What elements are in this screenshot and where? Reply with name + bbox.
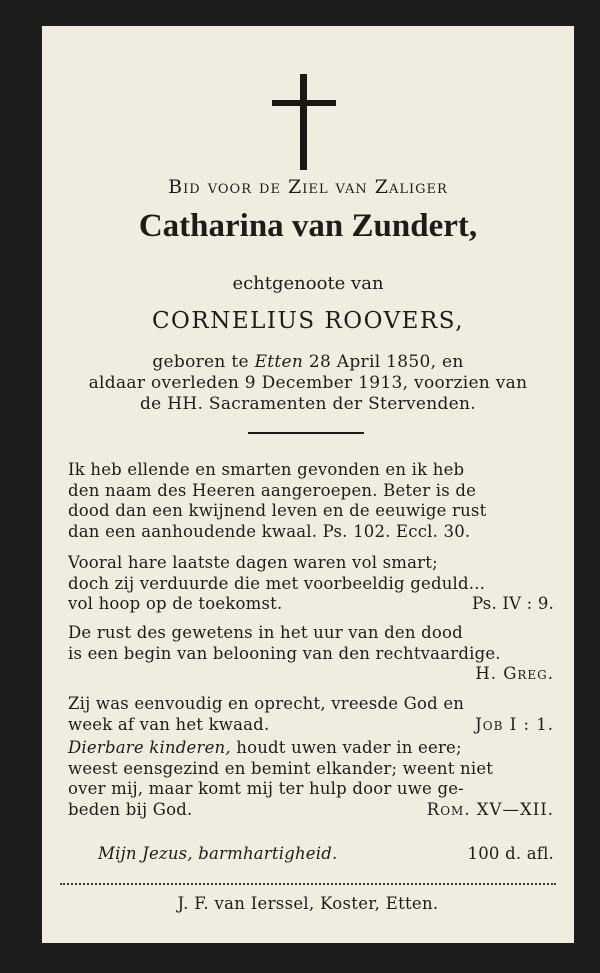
bio-line-2: aldaar overleden 9 December 1913, voorzien van [88, 373, 528, 393]
bio-line-1: geboren te Etten 28 April 1850, en [152, 352, 464, 372]
verse-5: Dierbare kinderen, houdt uwen vader in eere; weest eensgezind en bemint elkander; weent niet over mij, maar komt mij ter hulp door uwe ge- beden bij God. Rom. XV—XII. [68, 738, 554, 819]
dotted-divider [60, 883, 556, 885]
indulgence-text: 100 d. afl. [467, 844, 554, 863]
address-children: Dierbare kinderen, [68, 738, 231, 757]
verse-3: De rust des gewetens in het uur van den dood is een begin van belooning van den rechtvaardige. H. Greg. [68, 623, 554, 683]
verse-2-reference: Ps. IV : 9. [471, 594, 554, 613]
verse-3-reference: H. Greg. [475, 664, 554, 683]
prayer-line [98, 844, 554, 865]
divider [248, 432, 364, 434]
deceased-name: Catharina van Zundert, [138, 208, 478, 244]
spouse-name: CORNELIUS ROOVERS, [151, 308, 465, 334]
verse-4-reference: Job I : 1. [475, 714, 554, 734]
bio-line-3: de HH. Sacramenten der Stervenden. [140, 394, 476, 414]
biography [42, 352, 574, 415]
card-paper [42, 26, 574, 943]
spouse-intro: echtgenoote van [232, 273, 384, 294]
verse-2: Vooral hare laatste dagen waren vol smart; doch zij verduurde die met voorbeeldig geduld... vol hoop op de toekomst. Ps. IV : 9. [68, 553, 554, 613]
prayer-text: Mijn Jezus, barmhartigheid. [98, 844, 338, 863]
verse-1: Ik heb ellende en smarten gevonden en ik heb den naam des Heeren aangeroepen. Beter is de dood dan een kwijnend leven en de eeuwige rust dan een aanhoudende kwaal. Ps. 102. Eccl. 30. [68, 460, 487, 541]
verse-5-reference: Rom. XV—XII. [426, 799, 554, 819]
cross-icon [272, 74, 336, 170]
verse-4: Zij was eenvoudig en oprecht, vreesde God en week af van het kwaad. Job I : 1. [68, 694, 554, 734]
printer-credit: J. F. van Ierssel, Koster, Etten. [177, 894, 439, 913]
birthplace: Etten [254, 352, 304, 372]
prayer-heading: Bid voor de Ziel van Zaliger [168, 176, 448, 198]
